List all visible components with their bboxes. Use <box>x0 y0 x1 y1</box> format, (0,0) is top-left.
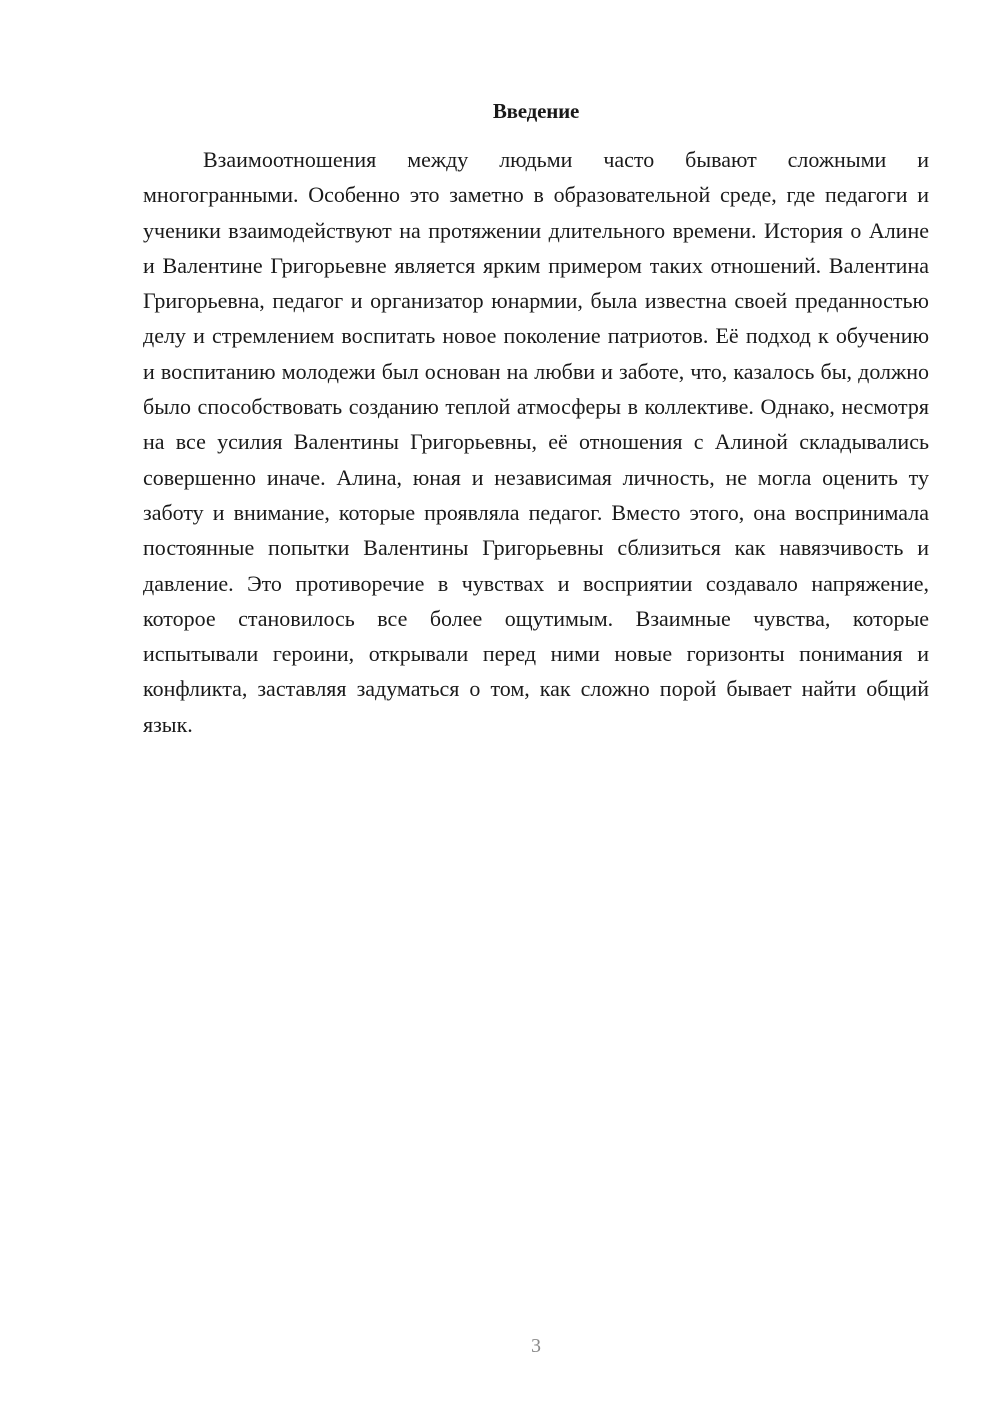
section-heading: Введение <box>492 99 580 123</box>
body-paragraph: Взаимоотношения между людьми часто бывают сложными и многогранными. Особенно это заметно в образовательной среде, где педагоги и ученики взаимодействуют на протяжении длительного времени. История о Алине и Валентине Григорьевне является ярким примером таких отношений. Валентина Григорьевна, педагог и организатор юнармии, была известна своей преданностью делу и стремлением воспитать новое поколение патриотов. Её подход к обучению и воспитанию молодежи был основан на любви и заботе, что, казалось бы, должно было способствовать созданию теплой атмосферы в коллективе. Однако, несмотря на все усилия Валентины Григорьевны, её отношения с Алиной складывались совершенно иначе. Алина, юная и независимая личность, не могла оценить ту заботу и внимание, которые проявляла педагог. Вместо этого, она воспринимала постоянные попытки Валентины Григорьевны сблизиться как навязчивость и давление. Это противоречие в чувствах и восприятии создавало напряжение, которое становилось все более ощутимым. Взаимные чувства, которые испытывали героини, открывали перед ними новые горизонты понимания и конфликта, заставляя задуматься о том, как сложно порой бывает найти общий язык. <box>143 147 929 737</box>
page-number: 3 <box>531 1335 541 1357</box>
